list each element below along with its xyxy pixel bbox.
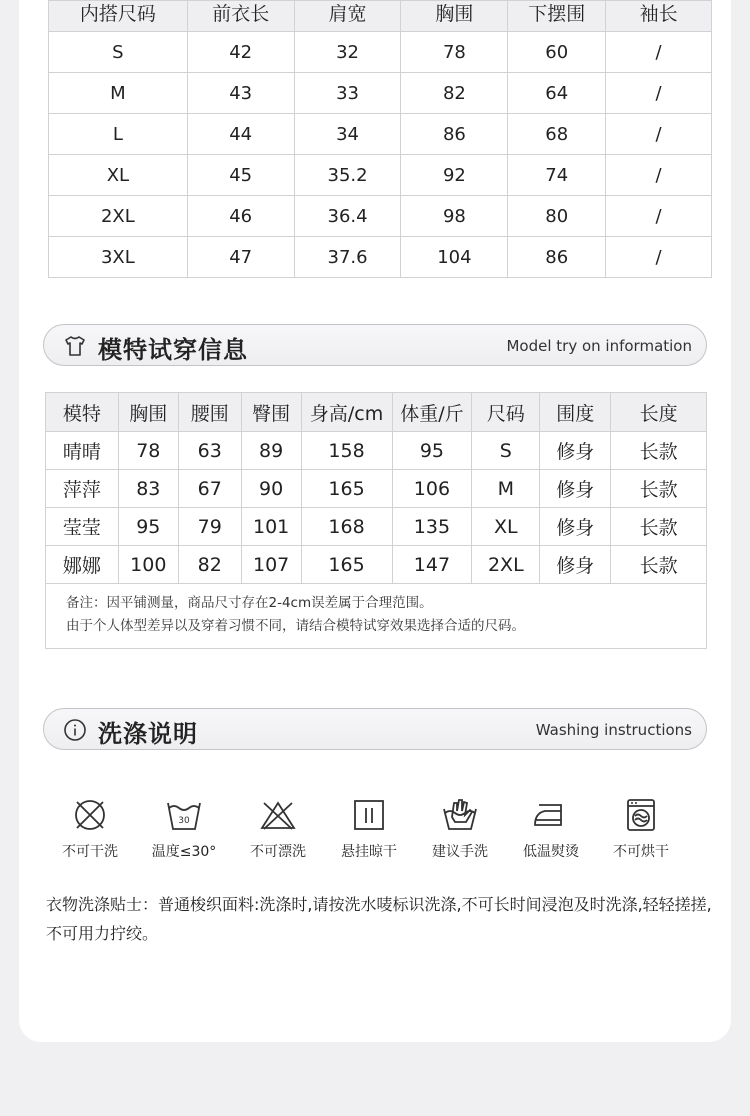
note-line: 备注：因平铺测量，商品尺寸存在2-4cm误差属于合理范围。 (66, 595, 433, 611)
table-cell: 45 (187, 155, 294, 196)
table-cell: 2XL (472, 546, 540, 584)
table-cell: 3XL (49, 237, 188, 278)
model-note-row (46, 584, 707, 649)
table-cell: 64 (508, 73, 606, 114)
header-cell: 围度 (540, 393, 611, 432)
table-cell: 修身 (540, 546, 611, 584)
header-cell: 袖长 (606, 1, 712, 32)
table-cell: 89 (241, 432, 301, 470)
table-row (46, 432, 707, 470)
table-cell: 47 (187, 237, 294, 278)
table-cell: 63 (178, 432, 241, 470)
model-note (46, 584, 707, 649)
wash-label: 低温熨烫 (523, 844, 579, 860)
size-table (48, 0, 712, 278)
hand-wash-icon (414, 795, 506, 835)
table-row (49, 196, 712, 237)
table-cell: 135 (392, 508, 472, 546)
table-cell: 68 (508, 114, 606, 155)
hang-dry-icon (323, 795, 415, 835)
model-table-header (46, 393, 707, 432)
wash-label: 不可烘干 (613, 844, 669, 860)
table-cell: 95 (392, 432, 472, 470)
no-bleach-icon (232, 795, 324, 835)
table-cell: 104 (401, 237, 508, 278)
no-dry-clean-icon (44, 795, 136, 835)
table-cell: 长款 (611, 508, 707, 546)
table-cell: / (606, 155, 712, 196)
table-cell: M (49, 73, 188, 114)
table-cell: XL (49, 155, 188, 196)
header-cell: 胸围 (401, 1, 508, 32)
table-row (46, 546, 707, 584)
table-cell: 33 (294, 73, 401, 114)
table-cell: 78 (401, 32, 508, 73)
wash-info-header (43, 708, 707, 750)
table-cell: 娜娜 (46, 546, 119, 584)
wash-label: 悬挂晾干 (341, 844, 397, 860)
table-cell: 修身 (540, 432, 611, 470)
table-cell: / (606, 32, 712, 73)
tshirt-icon (63, 334, 87, 358)
header-cell: 尺码 (472, 393, 540, 432)
model-info-subtitle: Model try on information (506, 337, 692, 355)
header-cell: 肩宽 (294, 1, 401, 32)
wash-item-hand-wash (414, 795, 506, 861)
header-cell: 体重/斤 (392, 393, 472, 432)
wash-item-low-iron (505, 795, 597, 861)
table-cell: 90 (241, 470, 301, 508)
table-cell: 78 (118, 432, 178, 470)
table-cell: 43 (187, 73, 294, 114)
header-cell: 长度 (611, 393, 707, 432)
table-row (46, 470, 707, 508)
wash-label: 不可漂洗 (250, 844, 306, 860)
table-cell: 44 (187, 114, 294, 155)
table-cell: / (606, 237, 712, 278)
header-cell: 下摆围 (508, 1, 606, 32)
table-cell: 42 (187, 32, 294, 73)
table-cell: 34 (294, 114, 401, 155)
table-cell: L (49, 114, 188, 155)
header-cell: 腰围 (178, 393, 241, 432)
wash-label: 建议手洗 (432, 844, 488, 860)
table-cell: 46 (187, 196, 294, 237)
no-tumble-dry-icon (595, 795, 687, 835)
header-cell: 内搭尺码 (49, 1, 188, 32)
table-cell: 32 (294, 32, 401, 73)
wash-tips: 衣物洗涤贴士：普通梭织面料:洗涤时,请按洗水唛标识洗涤,不可长时间浸泡及时洗涤,轻轻搓搓,不可用力拧绞。 (46, 895, 712, 943)
table-cell: 165 (301, 546, 392, 584)
table-cell: 长款 (611, 546, 707, 584)
table-cell: 长款 (611, 470, 707, 508)
table-cell: 37.6 (294, 237, 401, 278)
table-cell: 67 (178, 470, 241, 508)
table-cell: M (472, 470, 540, 508)
table-cell: 158 (301, 432, 392, 470)
table-cell: 83 (118, 470, 178, 508)
header-cell: 模特 (46, 393, 119, 432)
wash-item-no-dry-clean (44, 795, 136, 861)
table-cell: 147 (392, 546, 472, 584)
table-cell: 106 (392, 470, 472, 508)
table-cell: 86 (401, 114, 508, 155)
svg-text:30: 30 (178, 816, 190, 826)
table-row (49, 32, 712, 73)
info-icon (63, 718, 87, 742)
wash-info-title: 洗涤说明 (98, 720, 198, 748)
table-cell: 86 (508, 237, 606, 278)
table-cell: 107 (241, 546, 301, 584)
wash-label: 不可干洗 (62, 844, 118, 860)
wash-item-no-bleach (232, 795, 324, 861)
table-cell: 修身 (540, 470, 611, 508)
table-cell: 莹莹 (46, 508, 119, 546)
table-row (49, 237, 712, 278)
table-cell: / (606, 196, 712, 237)
table-cell: 168 (301, 508, 392, 546)
header-cell: 臀围 (241, 393, 301, 432)
table-cell: S (49, 32, 188, 73)
table-cell: 60 (508, 32, 606, 73)
table-row (49, 73, 712, 114)
table-cell: 74 (508, 155, 606, 196)
wash-item-no-tumble-dry (595, 795, 687, 861)
table-cell: 萍萍 (46, 470, 119, 508)
table-cell: 95 (118, 508, 178, 546)
low-iron-icon (505, 795, 597, 835)
model-table (45, 392, 707, 649)
wash-item-hang-dry (323, 795, 415, 861)
table-row (46, 508, 707, 546)
table-cell: 2XL (49, 196, 188, 237)
wash-item-wash-30 (138, 795, 230, 861)
model-info-title: 模特试穿信息 (98, 336, 248, 364)
table-cell: 82 (401, 73, 508, 114)
table-cell: XL (472, 508, 540, 546)
table-cell: 35.2 (294, 155, 401, 196)
header-cell: 胸围 (118, 393, 178, 432)
table-row (49, 114, 712, 155)
size-table-header (49, 1, 712, 32)
table-cell: 82 (178, 546, 241, 584)
header-cell: 身高/cm (301, 393, 392, 432)
table-cell: 101 (241, 508, 301, 546)
table-cell: 长款 (611, 432, 707, 470)
wash-30-icon (138, 795, 230, 835)
table-row (49, 155, 712, 196)
table-cell: 80 (508, 196, 606, 237)
table-cell: 79 (178, 508, 241, 546)
table-cell: 100 (118, 546, 178, 584)
note-line: 由于个人体型差异以及穿着习惯不同，请结合模特试穿效果选择合适的尺码。 (66, 618, 525, 634)
wash-label: 温度≤30° (151, 844, 217, 860)
wash-info-subtitle: Washing instructions (535, 721, 692, 739)
table-cell: 晴晴 (46, 432, 119, 470)
header-cell: 前衣长 (187, 1, 294, 32)
table-cell: 修身 (540, 508, 611, 546)
table-cell: S (472, 432, 540, 470)
table-cell: 36.4 (294, 196, 401, 237)
table-cell: 92 (401, 155, 508, 196)
table-cell: 165 (301, 470, 392, 508)
table-cell: / (606, 73, 712, 114)
table-cell: / (606, 114, 712, 155)
model-info-header (43, 324, 707, 366)
table-cell: 98 (401, 196, 508, 237)
